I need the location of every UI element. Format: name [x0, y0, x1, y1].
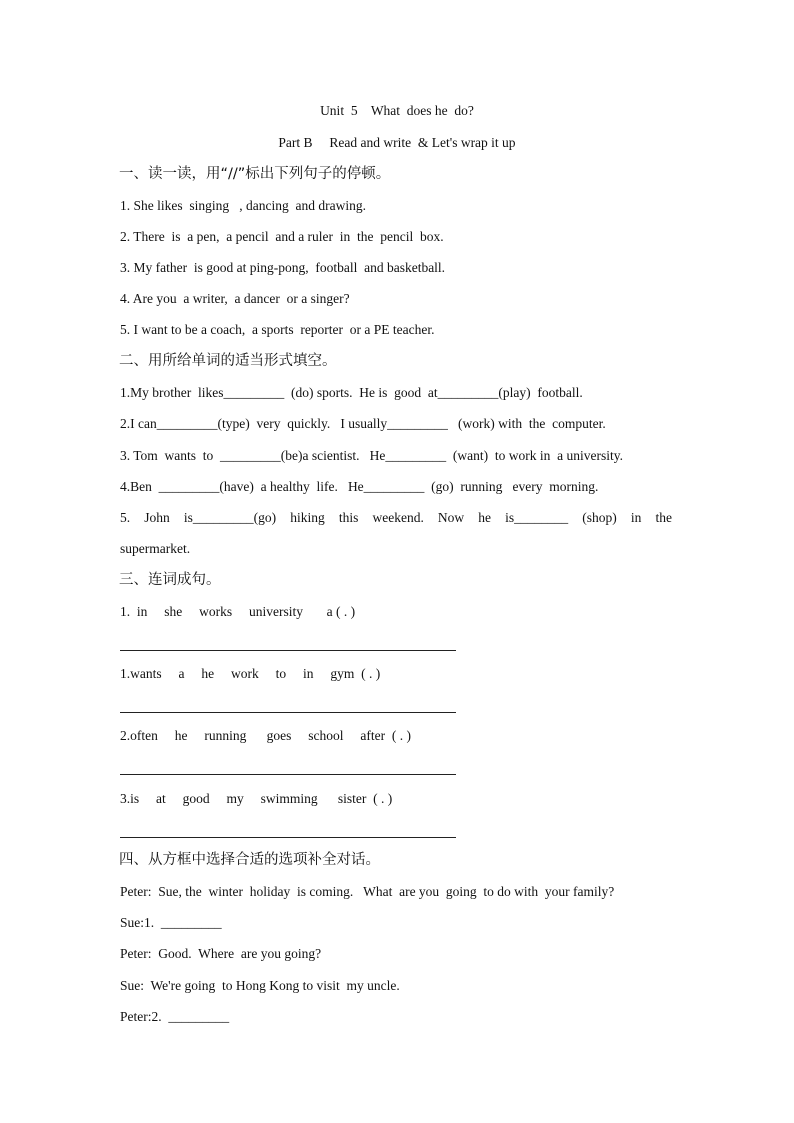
- dialogue-line-3: Peter: Good. Where are you going?: [120, 946, 322, 961]
- section3-item-4: 3.is at good my swimming sister ( . ): [120, 791, 393, 806]
- section2-item-5: 5. John is_________(go) hiking this weekend. Now he is________ (shop) in the: [120, 510, 672, 525]
- answer-line[interactable]: [120, 650, 456, 651]
- section1-item-2: 2. There is a pen, a pencil and a ruler in the pencil box.: [120, 229, 444, 244]
- section2-item-4: 4.Ben _________(have) a healthy life. He_________ (go) running every morning.: [120, 479, 599, 494]
- section1-item-3: 3. My father is good at ping-pong, football and basketball.: [120, 260, 446, 275]
- answer-line[interactable]: [120, 774, 456, 775]
- part-subtitle: Part B Read and write & Let's wrap it up: [278, 135, 516, 150]
- section3-heading: 三、连词成句。: [119, 572, 221, 588]
- unit-title: Unit 5 What does he do?: [320, 103, 474, 118]
- section2-item-3: 3. Tom wants to _________(be)a scientist. He_________ (want) to work in a university.: [120, 448, 623, 463]
- section1-item-5: 5. I want to be a coach, a sports reporter or a PE teacher.: [120, 322, 435, 337]
- section3-item-2: 1.wants a he work to in gym ( . ): [120, 666, 381, 681]
- dialogue-line-5: Peter:2. _________: [120, 1009, 230, 1024]
- section2-heading: 二、用所给单词的适当形式填空。: [119, 353, 337, 369]
- section2-item-2: 2.I can_________(type) very quickly. I usually_________ (work) with the computer.: [120, 416, 606, 431]
- dialogue-line-1: Peter: Sue, the winter holiday is coming. What are you going to do with your family?: [120, 884, 615, 899]
- dialogue-line-4: Sue: We're going to Hong Kong to visit my uncle.: [120, 978, 400, 993]
- section1-heading: 一、读一读，用“//”标出下列句子的停顿。: [119, 166, 391, 182]
- dialogue-line-2: Sue:1. _________: [120, 915, 222, 930]
- section4-heading: 四、从方框中选择合适的选项补全对话。: [119, 852, 380, 868]
- section1-item-1: 1. She likes singing , dancing and drawing.: [120, 198, 366, 213]
- section3-item-1: 1. in she works university a ( . ): [120, 604, 356, 619]
- answer-line[interactable]: [120, 837, 456, 838]
- answer-line[interactable]: [120, 712, 456, 713]
- section3-item-3: 2.often he running goes school after ( . ): [120, 728, 411, 743]
- section1-item-4: 4. Are you a writer, a dancer or a singer?: [120, 291, 350, 306]
- section2-item-5-cont: supermarket.: [120, 541, 191, 556]
- section2-item-1: 1.My brother likes_________ (do) sports. He is good at_________(play) football.: [120, 385, 583, 400]
